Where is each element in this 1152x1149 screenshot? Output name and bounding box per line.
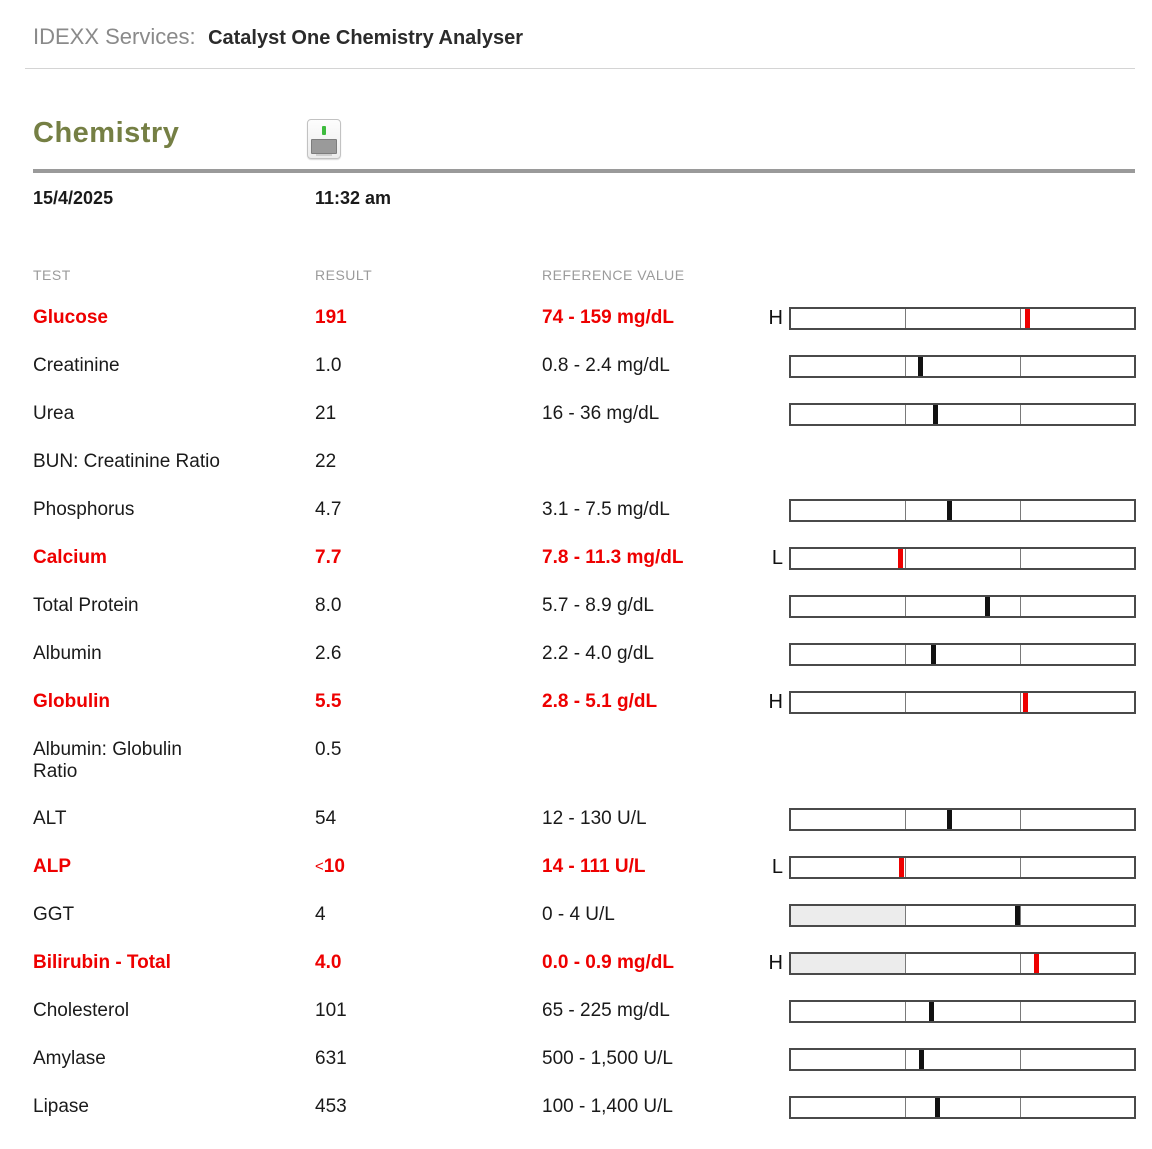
result-value: 54	[315, 808, 337, 829]
result-marker	[1025, 309, 1030, 328]
table-row	[33, 595, 1137, 618]
test-name: Glucose	[33, 307, 108, 328]
range-bar	[789, 403, 1136, 426]
result-value: 4	[315, 904, 326, 925]
reference-range: 100 - 1,400 U/L	[542, 1096, 673, 1117]
segment-divider-high	[1020, 1098, 1021, 1117]
test-cell	[33, 952, 315, 974]
section-title: Chemistry	[33, 117, 180, 149]
test-name: Albumin	[33, 643, 102, 664]
result-value: 453	[315, 1096, 347, 1117]
reference-range: 74 - 159 mg/dL	[542, 307, 674, 328]
test-name: Globulin	[33, 691, 111, 712]
test-name: Phosphorus	[33, 499, 135, 520]
segment-divider-low	[905, 810, 906, 829]
flag-label: L	[771, 547, 783, 569]
flag-label: L	[771, 856, 783, 878]
range-bar	[789, 307, 1136, 330]
table-row	[33, 1048, 1137, 1071]
test-name: Urea	[33, 403, 75, 424]
analyzer-slot	[316, 154, 332, 156]
low-segment	[791, 906, 905, 925]
result-value: 4.7	[315, 499, 342, 520]
result-value: 4.0	[315, 952, 342, 973]
segment-divider-low	[905, 405, 906, 424]
table-row	[33, 547, 1137, 570]
table-row	[33, 451, 1137, 474]
low-segment	[791, 405, 905, 424]
run-datetime	[33, 188, 1137, 209]
test-cell	[33, 1048, 315, 1070]
table-row	[33, 952, 1137, 975]
segment-divider-high	[1020, 357, 1021, 376]
test-cell	[33, 643, 315, 665]
test-cell	[33, 595, 315, 617]
table-row	[33, 403, 1137, 426]
result-marker	[931, 645, 936, 664]
table-row	[33, 643, 1137, 666]
segment-divider-high	[1020, 954, 1021, 973]
result-marker	[919, 1050, 924, 1069]
column-headers	[33, 267, 1137, 283]
table-row	[33, 856, 1137, 879]
segment-divider-high	[1020, 405, 1021, 424]
test-cell	[33, 691, 315, 713]
range-bar	[789, 808, 1136, 831]
segment-divider-low	[905, 309, 906, 328]
test-cell	[33, 307, 315, 329]
section-header	[33, 117, 1137, 159]
result-value: 191	[315, 307, 347, 328]
analyzer-status-light	[322, 126, 326, 135]
flag-label: H	[768, 307, 783, 329]
range-bar	[789, 355, 1136, 378]
test-cell	[33, 355, 315, 377]
segment-divider-high	[1020, 645, 1021, 664]
result-value: 101	[315, 1000, 347, 1021]
column-header-reference: REFERENCE VALUE	[542, 267, 685, 283]
low-segment	[791, 309, 905, 328]
result-marker	[947, 810, 952, 829]
segment-divider-high	[1020, 1002, 1021, 1021]
reference-range: 7.8 - 11.3 mg/dL	[542, 547, 684, 568]
reference-range: 16 - 36 mg/dL	[542, 403, 660, 424]
results-rows	[33, 307, 1137, 1119]
test-name: Total Protein	[33, 595, 139, 616]
test-name: Amylase	[33, 1048, 106, 1069]
result-value: 2.6	[315, 643, 342, 664]
low-segment	[791, 597, 905, 616]
test-cell	[33, 1096, 315, 1118]
segment-divider-low	[905, 645, 906, 664]
result-marker	[1034, 954, 1039, 973]
test-cell	[33, 403, 315, 425]
low-segment	[791, 858, 905, 877]
result-value: 7.7	[315, 547, 342, 568]
result-marker	[1023, 693, 1028, 712]
test-name: Albumin: Globulin Ratio	[33, 739, 182, 782]
low-segment	[791, 645, 905, 664]
low-segment	[791, 954, 905, 973]
test-name: GGT	[33, 904, 75, 925]
segment-divider-low	[905, 906, 906, 925]
segment-divider-low	[905, 954, 906, 973]
low-segment	[791, 501, 905, 520]
test-name: BUN: Creatinine Ratio	[33, 451, 220, 472]
flag-label: H	[768, 691, 783, 713]
segment-divider-low	[905, 1098, 906, 1117]
result-marker	[935, 1098, 940, 1117]
test-cell	[33, 856, 315, 878]
low-segment	[791, 549, 905, 568]
segment-divider-low	[905, 597, 906, 616]
less-than-sign: <	[315, 858, 324, 875]
run-date: 15/4/2025	[33, 188, 114, 208]
table-row	[33, 904, 1137, 927]
low-segment	[791, 1002, 905, 1021]
reference-range: 14 - 111 U/L	[542, 856, 646, 877]
section-divider	[33, 169, 1135, 173]
result-value: 1.0	[315, 355, 342, 376]
test-name: Bilirubin - Total	[33, 952, 171, 973]
result-value: 0.5	[315, 739, 342, 760]
low-segment	[791, 357, 905, 376]
range-bar	[789, 595, 1136, 618]
run-time: 11:32 am	[315, 188, 392, 208]
range-bar	[789, 1048, 1136, 1071]
analyzer-tray	[311, 139, 337, 154]
reference-range: 0.0 - 0.9 mg/dL	[542, 952, 674, 973]
test-name: ALT	[33, 808, 67, 829]
table-row	[33, 307, 1137, 330]
range-bar	[789, 856, 1136, 879]
table-row	[33, 691, 1137, 714]
reference-range: 2.2 - 4.0 g/dL	[542, 643, 654, 664]
range-bar	[789, 952, 1136, 975]
segment-divider-high	[1020, 501, 1021, 520]
segment-divider-low	[905, 501, 906, 520]
range-bar	[789, 1096, 1136, 1119]
segment-divider-high	[1020, 549, 1021, 568]
test-name: Calcium	[33, 547, 107, 568]
reference-range: 500 - 1,500 U/L	[542, 1048, 673, 1069]
segment-divider-low	[905, 1002, 906, 1021]
reference-range: 12 - 130 U/L	[542, 808, 647, 829]
column-header-test: TEST	[33, 267, 71, 283]
reference-range: 5.7 - 8.9 g/dL	[542, 595, 654, 616]
low-segment	[791, 1098, 905, 1117]
result-marker	[899, 858, 904, 877]
test-name: ALP	[33, 856, 71, 877]
segment-divider-low	[905, 693, 906, 712]
test-name: Lipase	[33, 1096, 89, 1117]
segment-divider-low	[905, 858, 906, 877]
table-row	[33, 1000, 1137, 1023]
segment-divider-high	[1020, 906, 1021, 925]
app-header	[25, 0, 1135, 69]
result-value: 5.5	[315, 691, 342, 712]
table-row	[33, 808, 1137, 831]
result-marker	[1015, 906, 1020, 925]
segment-divider-high	[1020, 309, 1021, 328]
segment-divider-low	[905, 1050, 906, 1069]
range-bar	[789, 691, 1136, 714]
segment-divider-high	[1020, 1050, 1021, 1069]
table-row	[33, 499, 1137, 522]
segment-divider-low	[905, 549, 906, 568]
result-value: 631	[315, 1048, 347, 1069]
test-name: Creatinine	[33, 355, 120, 376]
result-marker	[929, 1002, 934, 1021]
app-header-prefix: IDEXX Services:	[33, 24, 196, 49]
reference-range: 65 - 225 mg/dL	[542, 1000, 670, 1021]
test-cell	[33, 904, 315, 926]
flag-label: H	[768, 952, 783, 974]
range-bar	[789, 1000, 1136, 1023]
segment-divider-high	[1020, 810, 1021, 829]
segment-divider-low	[905, 357, 906, 376]
segment-divider-high	[1020, 597, 1021, 616]
low-segment	[791, 693, 905, 712]
result-marker	[947, 501, 952, 520]
test-name: Cholesterol	[33, 1000, 130, 1021]
low-segment	[791, 810, 905, 829]
range-bar	[789, 904, 1136, 927]
test-cell	[33, 1000, 315, 1022]
reference-range: 2.8 - 5.1 g/dL	[542, 691, 658, 712]
table-row	[33, 355, 1137, 378]
result-marker	[985, 597, 990, 616]
segment-divider-high	[1020, 693, 1021, 712]
result-marker	[933, 405, 938, 424]
test-cell	[33, 808, 315, 830]
reference-range: 0 - 4 U/L	[542, 904, 615, 925]
result-marker	[898, 549, 903, 568]
result-value: <10	[315, 856, 345, 877]
table-row	[33, 739, 1137, 783]
test-cell	[33, 451, 315, 473]
result-marker	[918, 357, 923, 376]
analyzer-device-icon	[307, 119, 341, 159]
range-bar	[789, 643, 1136, 666]
reference-range: 3.1 - 7.5 mg/dL	[542, 499, 670, 520]
app-header-title: Catalyst One Chemistry Analyser	[208, 27, 524, 49]
result-value: 22	[315, 451, 337, 472]
segment-divider-high	[1020, 858, 1021, 877]
result-value: 21	[315, 403, 337, 424]
table-row	[33, 1096, 1137, 1119]
column-header-result: RESULT	[315, 267, 373, 283]
range-bar	[789, 547, 1136, 570]
range-bar	[789, 499, 1136, 522]
test-cell	[33, 499, 315, 521]
reference-range: 0.8 - 2.4 mg/dL	[542, 355, 670, 376]
test-cell	[33, 739, 315, 783]
test-cell	[33, 547, 315, 569]
low-segment	[791, 1050, 905, 1069]
result-value: 8.0	[315, 595, 342, 616]
